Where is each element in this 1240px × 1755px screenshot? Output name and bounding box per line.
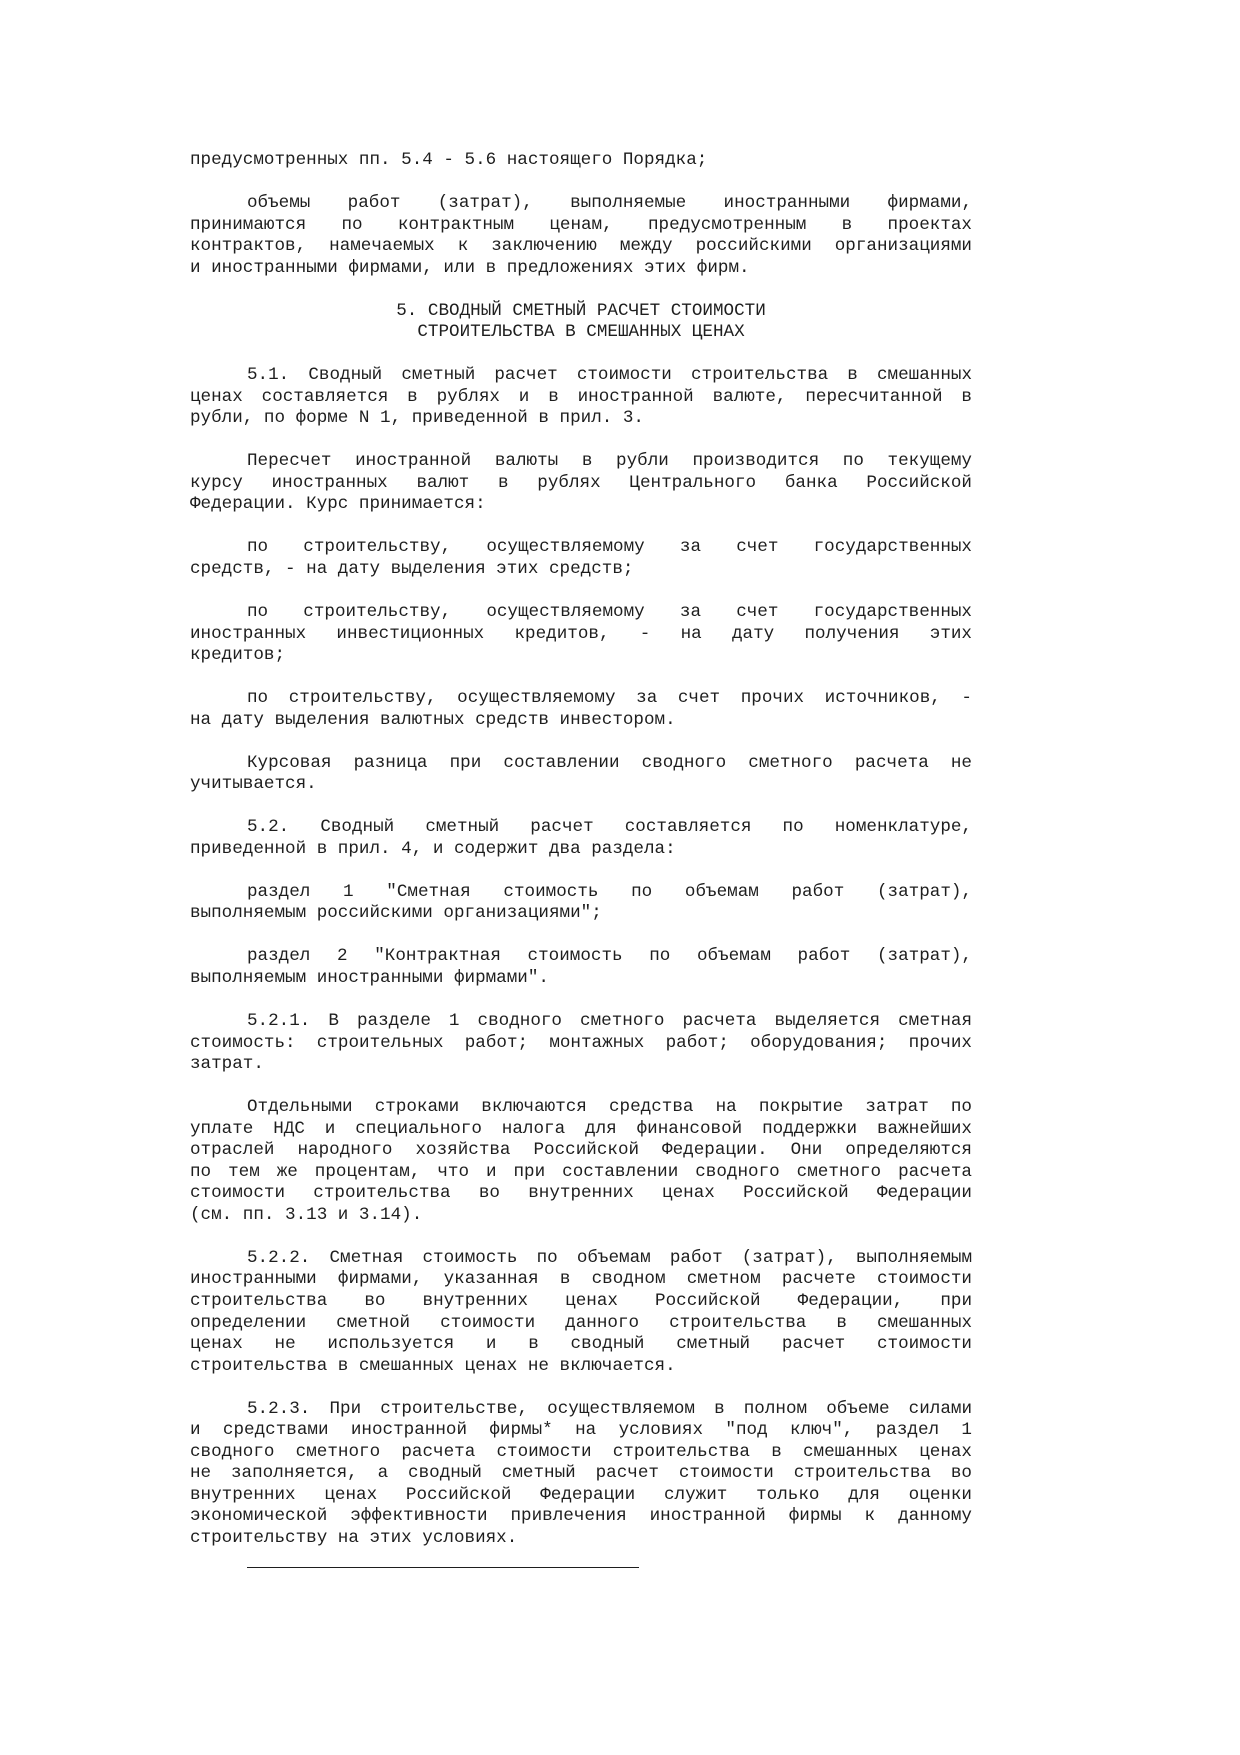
text-line: учитывается. — [190, 774, 317, 794]
text-line: 5.2. Сводный сметный расчет составляется по номенклатуре, — [247, 817, 972, 837]
text-line: по тем же процентам, что и при составлении сводного сметного расчета — [190, 1162, 972, 1182]
text-line: и средствами иностранной фирмы* на условиях "под ключ", раздел 1 — [190, 1420, 972, 1440]
text-line: внутренних ценах Российской Федерации служит только для оценки — [190, 1485, 972, 1505]
text-line: иностранными фирмами, указанная в сводном сметном расчете стоимости — [190, 1269, 972, 1289]
text-line: по строительству, осуществляемому за счет государственных — [247, 602, 972, 622]
footnote-separator — [247, 1567, 639, 1568]
section-heading: 5. СВОДНЫЙ СМЕТНЫЙ РАСЧЕТ СТОИМОСТИ — [396, 301, 766, 321]
text-line: выполняемым российскими организациями"; — [190, 903, 602, 923]
text-line: определении сметной стоимости данного строительства в смешанных — [190, 1313, 972, 1333]
text-line: 5.2.2. Сметная стоимость по объемам работ (затрат), выполняемым — [247, 1248, 972, 1268]
text-line: приведенной в прил. 4, и содержит два раздела: — [190, 839, 676, 859]
text-line: экономической эффективности привлечения иностранной фирмы к данному — [190, 1506, 972, 1526]
text-line: раздел 1 "Сметная стоимость по объемам работ (затрат), — [247, 882, 972, 902]
text-line: Отдельными строками включаются средства на покрытие затрат по — [247, 1097, 972, 1117]
text-line: стоимость: строительных работ; монтажных работ; оборудования; прочих — [190, 1033, 972, 1053]
text-line: иностранных инвестиционных кредитов, - на дату получения этих — [190, 624, 972, 644]
text-line: выполняемым иностранными фирмами". — [190, 968, 549, 988]
text-line: Курсовая разница при составлении сводного сметного расчета не — [247, 753, 972, 773]
text-line: кредитов; — [190, 645, 286, 665]
text-line: по строительству, осуществляемому за счет государственных — [247, 537, 972, 557]
text-line: строительства во внутренних ценах Российской Федерации, при — [190, 1291, 972, 1311]
text-line: 5.2.3. При строительстве, осуществляемом в полном объеме силами — [247, 1399, 972, 1419]
text-line: 5.2.1. В разделе 1 сводного сметного расчета выделяется сметная — [247, 1011, 972, 1031]
text-line: (см. пп. 3.13 и 3.14). — [190, 1205, 423, 1225]
text-line: строительства в смешанных ценах не включается. — [190, 1356, 676, 1376]
text-line: строительству на этих условиях. — [190, 1528, 518, 1548]
text-line: Федерации. Курс принимается: — [190, 494, 486, 514]
text-line: раздел 2 "Контрактная стоимость по объемам работ (затрат), — [247, 946, 972, 966]
text-line: средств, - на дату выделения этих средств; — [190, 559, 634, 579]
text-line: курсу иностранных валют в рублях Центрального банка Российской — [190, 473, 972, 493]
text-line: на дату выделения валютных средств инвестором. — [190, 710, 676, 730]
text-line: ценах не используется и в сводный сметный расчет стоимости — [190, 1334, 972, 1354]
text-line: по строительству, осуществляемому за счет прочих источников, - — [247, 688, 972, 708]
text-line: не заполняется, а сводный сметный расчет стоимости строительства во — [190, 1463, 972, 1483]
text-line: 5.1. Сводный сметный расчет стоимости строительства в смешанных — [247, 365, 972, 385]
text-line: уплате НДС и специального налога для финансовой поддержки важнейших — [190, 1119, 972, 1139]
text-line: ценах составляется в рублях и в иностранной валюте, пересчитанной в — [190, 387, 972, 407]
text-line: сводного сметного расчета стоимости строительства в смешанных ценах — [190, 1442, 972, 1462]
text-line: Пересчет иностранной валюты в рубли производится по текущему — [247, 451, 972, 471]
text-line: объемы работ (затрат), выполняемые иностранными фирмами, — [247, 193, 972, 213]
text-line: принимаются по контрактным ценам, предусмотренным в проектах — [190, 215, 972, 235]
text-line: и иностранными фирмами, или в предложениях этих фирм. — [190, 258, 750, 278]
text-line: затрат. — [190, 1054, 264, 1074]
text-line: предусмотренных пп. 5.4 - 5.6 настоящего Порядка; — [190, 150, 708, 170]
text-line: стоимости строительства во внутренних ценах Российской Федерации — [190, 1183, 972, 1203]
text-line: рубли, по форме N 1, приведенной в прил. 3. — [190, 408, 644, 428]
text-line: отраслей народного хозяйства Российской Федерации. Они определяются — [190, 1140, 972, 1160]
text-line: контрактов, намечаемых к заключению между российскими организациями — [190, 236, 972, 256]
section-heading: СТРОИТЕЛЬСТВА В СМЕШАННЫХ ЦЕНАХ — [417, 322, 745, 342]
